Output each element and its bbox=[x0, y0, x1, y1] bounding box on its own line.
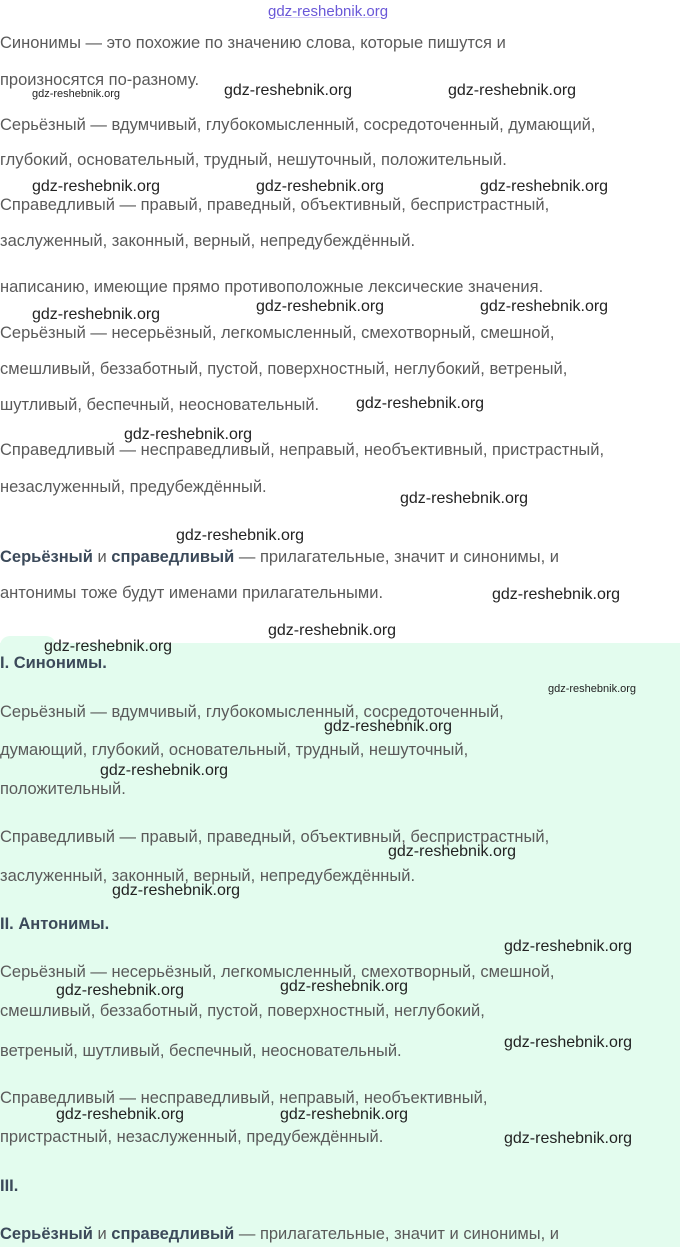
watermark: gdz-reshebnik.org bbox=[356, 395, 485, 412]
conclusion-word: справедливый bbox=[111, 548, 235, 566]
watermark: gdz-reshebnik.org bbox=[480, 178, 609, 195]
conclusion-line-2: антонимы тоже будут именами прилагательными. bbox=[0, 584, 384, 602]
text-line: Серьёзный — несерьёзный, легкомысленный, смехотворный, смешной, bbox=[0, 324, 555, 342]
watermark: gdz-reshebnik.org bbox=[492, 586, 621, 603]
text-line: пристрастный, незаслуженный, предубеждённый. bbox=[0, 1128, 384, 1146]
watermark: gdz-reshebnik.org bbox=[480, 298, 609, 315]
text-line: положительный. bbox=[0, 780, 126, 798]
heading-conclusion: III. bbox=[0, 1177, 19, 1195]
watermark: gdz-reshebnik.org bbox=[56, 982, 185, 999]
watermark-top: gdz-reshebnik.org bbox=[268, 3, 389, 20]
watermark: gdz-reshebnik.org bbox=[32, 306, 161, 323]
conclusion-word: Серьёзный bbox=[0, 1225, 93, 1243]
conclusion-rest: — прилагательные, значит и синонимы, и bbox=[234, 1225, 560, 1243]
watermark: gdz-reshebnik.org bbox=[280, 978, 409, 995]
text-line: шутливый, беспечный, неосновательный. bbox=[0, 396, 320, 414]
watermark: gdz-reshebnik.org bbox=[504, 1034, 633, 1051]
watermark: gdz-reshebnik.org bbox=[32, 178, 161, 195]
conclusion-line bbox=[0, 548, 559, 567]
text-line: Справедливый — правый, праведный, объективный, беспристрастный, bbox=[0, 196, 550, 214]
watermark: gdz-reshebnik.org bbox=[256, 298, 385, 315]
watermark: gdz-reshebnik.org bbox=[400, 490, 529, 507]
watermark: gdz-reshebnik.org bbox=[112, 882, 241, 899]
text-line: смешливый, беззаботный, пустой, поверхностный, неглубокий, bbox=[0, 1002, 485, 1020]
text-line: ветреный, шутливый, беспечный, неосновательный. bbox=[0, 1042, 402, 1060]
watermark: gdz-reshebnik.org bbox=[388, 843, 517, 860]
text-line: написанию, имеющие прямо противоположные лексические значения. bbox=[0, 278, 544, 296]
watermark: gdz-reshebnik.org bbox=[176, 527, 305, 544]
text-line: смешливый, беззаботный, пустой, поверхностный, неглубокий, ветреный, bbox=[0, 360, 568, 378]
text-line: незаслуженный, предубеждённый. bbox=[0, 478, 267, 496]
text-line: Справедливый — правый, праведный, объективный, беспристрастный, bbox=[0, 828, 550, 846]
text-line: Справедливый — несправедливый, неправый, необъективный, пристрастный, bbox=[0, 441, 605, 459]
watermark: gdz-reshebnik.org bbox=[44, 638, 173, 655]
watermark: gdz-reshebnik.org bbox=[268, 622, 397, 639]
conclusion-rest: — прилагательные, значит и синонимы, и bbox=[234, 548, 560, 566]
watermark: gdz-reshebnik.org bbox=[124, 426, 253, 443]
text-line: Серьёзный — несерьёзный, легкомысленный, смехотворный, смешной, bbox=[0, 963, 555, 981]
text-line: Серьёзный — вдумчивый, глубокомысленный, сосредоточенный, думающий, bbox=[0, 116, 596, 134]
watermark: gdz-reshebnik.org bbox=[56, 1106, 185, 1123]
text-line: заслуженный, законный, верный, непредубеждённый. bbox=[0, 867, 416, 885]
watermark: gdz-reshebnik.org bbox=[224, 82, 353, 99]
watermark: gdz-reshebnik.org bbox=[504, 938, 633, 955]
text-line: произносятся по-разному. bbox=[0, 71, 200, 89]
text-line: глубокий, основательный, трудный, нешуточный, положительный. bbox=[0, 151, 507, 169]
watermark: gdz-reshebnik.org bbox=[548, 683, 637, 695]
watermark: gdz-reshebnik.org bbox=[324, 718, 453, 735]
text-line: Синонимы — это похожие по значению слова, которые пишутся и bbox=[0, 34, 506, 52]
text-line: Справедливый — несправедливый, неправый, необъективный, bbox=[0, 1089, 488, 1107]
conclusion-and: и bbox=[92, 1225, 112, 1243]
conclusion-word: справедливый bbox=[111, 1225, 235, 1243]
watermark: gdz-reshebnik.org bbox=[504, 1130, 633, 1147]
watermark: gdz-reshebnik.org bbox=[256, 178, 385, 195]
watermark: gdz-reshebnik.org bbox=[448, 82, 577, 99]
text-line: Серьёзный — вдумчивый, глубокомысленный, сосредоточенный, bbox=[0, 703, 504, 721]
watermark: gdz-reshebnik.org bbox=[280, 1106, 409, 1123]
text-line: думающий, глубокий, основательный, трудный, нешуточный, bbox=[0, 741, 469, 759]
text-line: заслуженный, законный, верный, непредубеждённый. bbox=[0, 232, 416, 250]
conclusion-line bbox=[0, 1225, 559, 1244]
heading-synonyms: I. Синонимы. bbox=[0, 654, 107, 672]
conclusion-and: и bbox=[92, 548, 112, 566]
heading-antonyms: II. Антонимы. bbox=[0, 915, 110, 933]
watermark: gdz-reshebnik.org bbox=[32, 88, 121, 100]
conclusion-word: Серьёзный bbox=[0, 548, 93, 566]
watermark: gdz-reshebnik.org bbox=[100, 762, 229, 779]
